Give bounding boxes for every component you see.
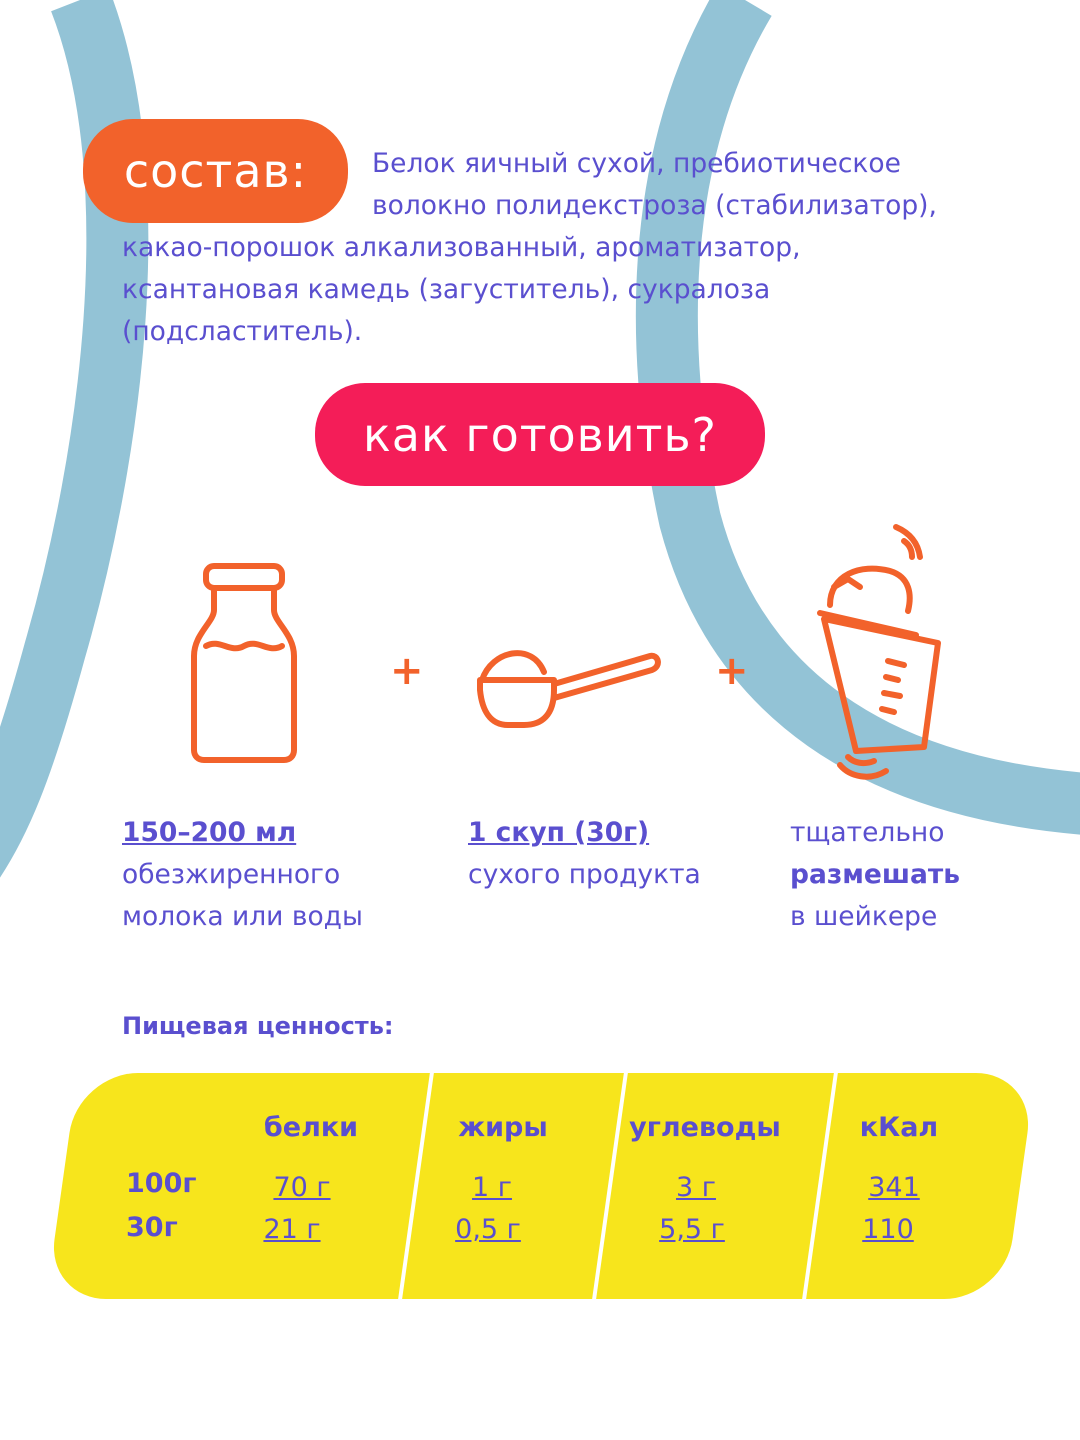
how-to-heading-text: как готовить? — [363, 407, 717, 462]
column-header: белки — [263, 1112, 359, 1143]
column-header: жиры — [458, 1112, 548, 1143]
row-label: 30г — [126, 1212, 178, 1243]
plus-sign: + — [715, 648, 749, 694]
step-text: обезжиренного — [122, 859, 341, 890]
composition-text — [122, 143, 1002, 353]
composition-line: (подсластитель). — [122, 316, 363, 347]
step-text: сухого продукта — [468, 859, 701, 890]
composition-line: ксантановая камедь (загуститель), сукралоза — [122, 274, 771, 305]
nutrition-value: 1 г — [472, 1172, 512, 1203]
step-text: тщательно — [790, 817, 945, 848]
measuring-scoop-icon — [472, 580, 667, 730]
composition-line: Белок яичный сухой, пребиотическое — [372, 148, 901, 179]
nutrition-value: 70 г — [273, 1172, 331, 1203]
step-caption-milk — [122, 812, 363, 938]
step-text-bold: размешать — [790, 859, 961, 890]
composition-line: какао-порошок алкализованный, ароматизатор, — [122, 232, 801, 263]
step-amount: 150–200 мл — [122, 817, 297, 848]
shaker-icon — [800, 515, 950, 790]
plus-sign: + — [390, 648, 424, 694]
column-header: углеводы — [629, 1112, 781, 1143]
step-caption-scoop — [468, 812, 701, 896]
step-text: в шейкере — [790, 901, 938, 932]
composition-line: волокно полидекстроза (стабилизатор), — [372, 190, 937, 221]
step-amount: 1 скуп (30г) — [468, 817, 650, 848]
composition-heading-text: состав: — [123, 144, 308, 198]
row-label: 100г — [126, 1168, 197, 1199]
nutrition-value: 341 — [868, 1172, 920, 1203]
column-header: кКал — [859, 1112, 939, 1143]
how-to-heading — [315, 383, 765, 486]
step-text: молока или воды — [122, 901, 363, 932]
nutrition-value: 3 г — [676, 1172, 716, 1203]
nutrition-value: 110 — [862, 1214, 914, 1245]
nutrition-value: 21 г — [263, 1214, 321, 1245]
nutrition-value: 0,5 г — [455, 1214, 521, 1245]
step-caption-shake — [790, 812, 960, 938]
nutrition-title: Пищевая ценность: — [122, 1012, 394, 1040]
milk-bottle-icon — [180, 560, 310, 770]
nutrition-value: 5,5 г — [659, 1214, 725, 1245]
